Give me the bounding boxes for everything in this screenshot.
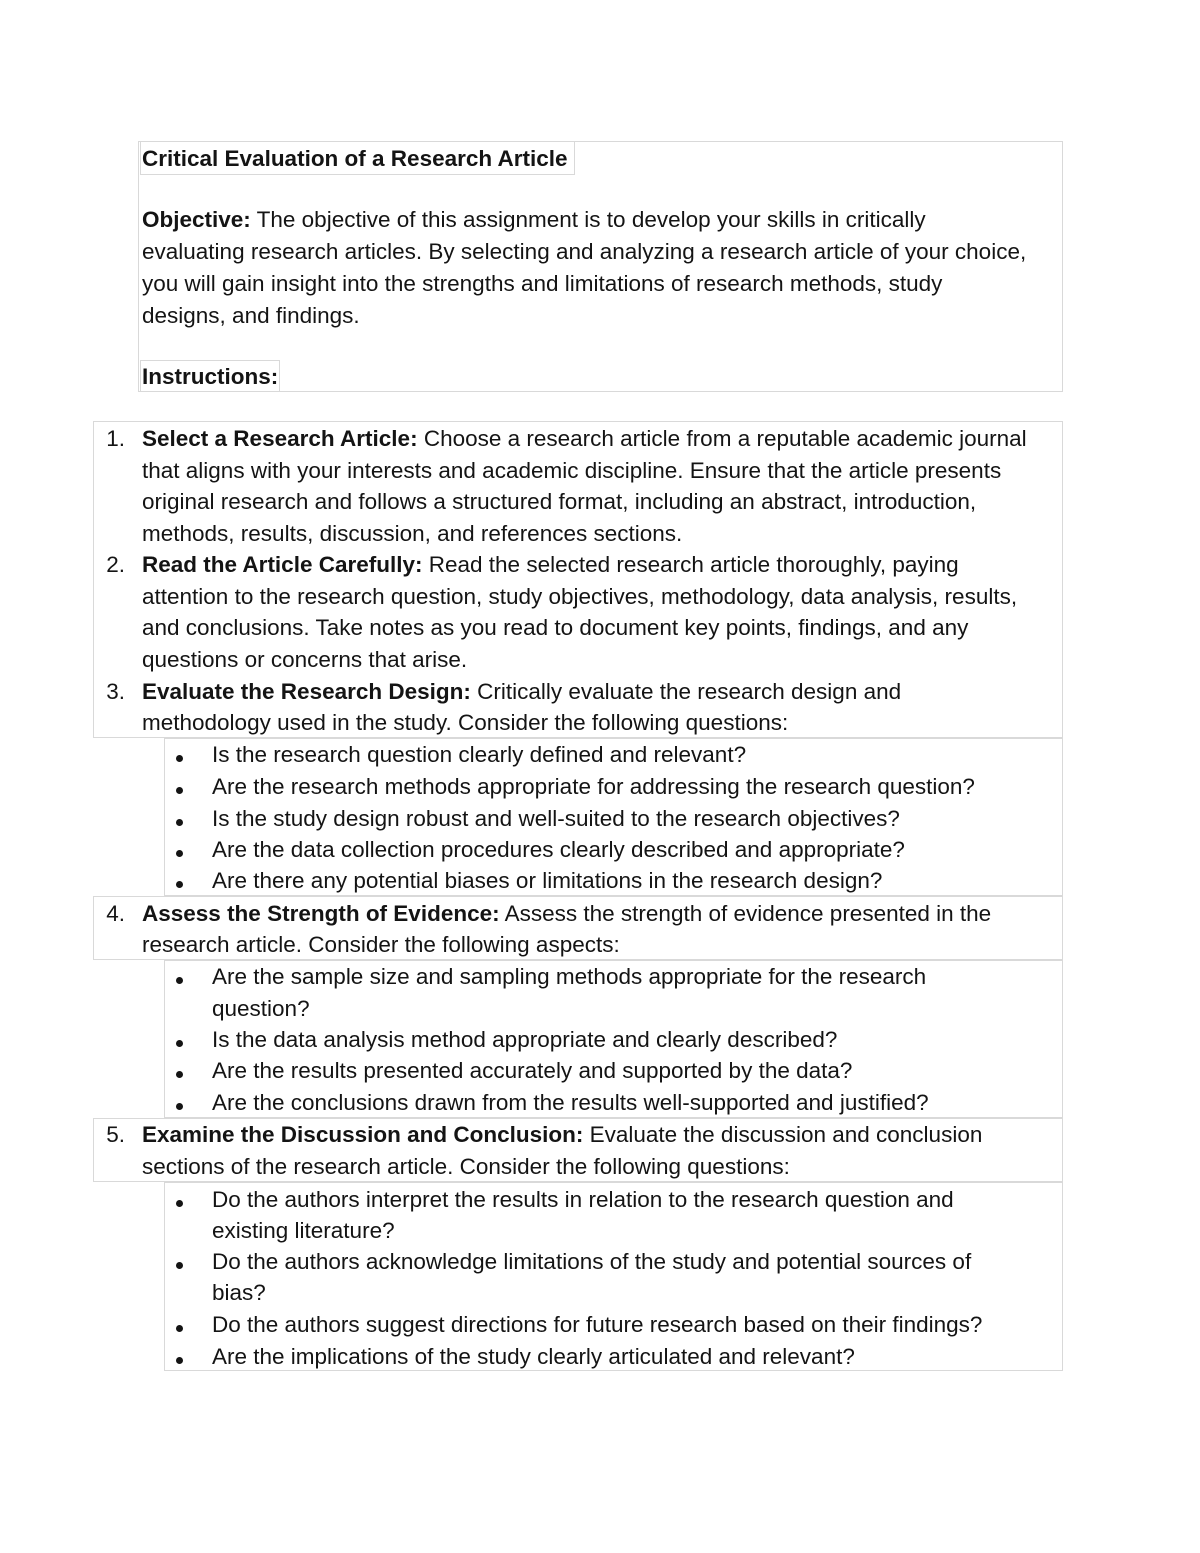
step-3-bullet-3: Is the study design robust and well-suited to the research objectives? [212, 806, 900, 831]
step-number: 5. [106, 1122, 125, 1147]
step-number: 3. [106, 679, 125, 704]
bullet-dot-icon [176, 755, 183, 762]
bullet-dot-icon [176, 819, 183, 826]
step-5-bullet-1: Do the authors interpret the results in relation to the research question and [212, 1187, 954, 1212]
step-4-bullet-1: Are the sample size and sampling methods appropriate for the research [212, 964, 927, 989]
bullet-dot-icon [176, 1357, 183, 1364]
step-3-bullet-5: Are there any potential biases or limitations in the research design? [212, 868, 883, 893]
bullet-dot-icon [176, 1040, 183, 1047]
step-4-bullet-4: Are the conclusions drawn from the results well-supported and justified? [212, 1090, 929, 1115]
objective-label: Objective: [142, 207, 251, 232]
step-5-line-1 [142, 1119, 982, 1151]
step-2-line-1 [142, 549, 959, 581]
step-text: Critically evaluate the research design and [470, 679, 902, 704]
step-heading: Assess the Strength of Evidence: [142, 901, 500, 926]
bullet-dot-icon [176, 1325, 183, 1332]
step-heading: Select a Research Article: [142, 426, 418, 451]
objective-line-3: you will gain insight into the strengths and limitations of research methods, study [142, 271, 943, 296]
objective-line-2: evaluating research articles. By selecting and analyzing a research article of your choice, [142, 239, 1027, 264]
step-5-bullet-2-cont: bias? [212, 1280, 266, 1305]
step-5-bullet-4: Are the implications of the study clearly articulated and relevant? [212, 1344, 855, 1369]
bullet-dot-icon [176, 1262, 183, 1269]
step-3-bullet-2: Are the research methods appropriate for addressing the research question? [212, 774, 975, 799]
step-3-line-2: methodology used in the study. Consider the following questions: [142, 710, 789, 735]
step-heading: Evaluate the Research Design: [142, 679, 471, 704]
bullet-dot-icon [176, 1200, 183, 1207]
step-number: 4. [106, 901, 125, 926]
step-1-line-1 [142, 423, 1027, 455]
step-heading: Read the Article Carefully: [142, 552, 423, 577]
step-3-bullet-1: Is the research question clearly defined and relevant? [212, 742, 747, 767]
step-2-line-3: and conclusions. Take notes as you read to document key points, findings, and any [142, 615, 969, 640]
instructions-label: Instructions: [142, 364, 279, 389]
step-number: 1. [106, 426, 125, 451]
bullet-dot-icon [176, 1071, 183, 1078]
objective-line-4: designs, and findings. [142, 303, 360, 328]
objective-line-1 [142, 204, 926, 236]
bullet-dot-icon [176, 787, 183, 794]
step-text: Read the selected research article thoroughly, paying [422, 552, 959, 577]
step-4-line-2: research article. Consider the following aspects: [142, 932, 620, 957]
step-3-bullet-4: Are the data collection procedures clearly described and appropriate? [212, 837, 905, 862]
step-4-bullet-3: Are the results presented accurately and supported by the data? [212, 1058, 853, 1083]
step-text: Evaluate the discussion and conclusion [583, 1122, 983, 1147]
step-text: Choose a research article from a reputable academic journal [417, 426, 1027, 451]
step-2-line-2: attention to the research question, study objectives, methodology, data analysis, results, [142, 584, 1018, 609]
step-4-bullet-2: Is the data analysis method appropriate and clearly described? [212, 1027, 838, 1052]
step-text: Assess the strength of evidence presented in the [499, 901, 992, 926]
step-5-bullet-3: Do the authors suggest directions for future research based on their findings? [212, 1312, 983, 1337]
objective-text: The objective of this assignment is to develop your skills in critically [250, 207, 926, 232]
document-title: Critical Evaluation of a Research Article [142, 146, 568, 171]
step-2-line-4: questions or concerns that arise. [142, 647, 468, 672]
bullet-dot-icon [176, 850, 183, 857]
step-4-bullet-1-cont: question? [212, 996, 310, 1021]
step-3-line-1 [142, 676, 901, 708]
step-5-line-2: sections of the research article. Consider the following questions: [142, 1154, 790, 1179]
step-4-line-1 [142, 898, 991, 930]
step-1-line-2: that aligns with your interests and academic discipline. Ensure that the article presents [142, 458, 1002, 483]
bullet-dot-icon [176, 1103, 183, 1110]
step-5-bullet-1-cont: existing literature? [212, 1218, 395, 1243]
step-5-bullet-2: Do the authors acknowledge limitations of the study and potential sources of [212, 1249, 972, 1274]
step-number: 2. [106, 552, 125, 577]
step-heading: Examine the Discussion and Conclusion: [142, 1122, 584, 1147]
bullet-dot-icon [176, 977, 183, 984]
step-1-line-4: methods, results, discussion, and references sections. [142, 521, 683, 546]
step-1-line-3: original research and follows a structured format, including an abstract, introduction, [142, 489, 977, 514]
bullet-dot-icon [176, 881, 183, 888]
